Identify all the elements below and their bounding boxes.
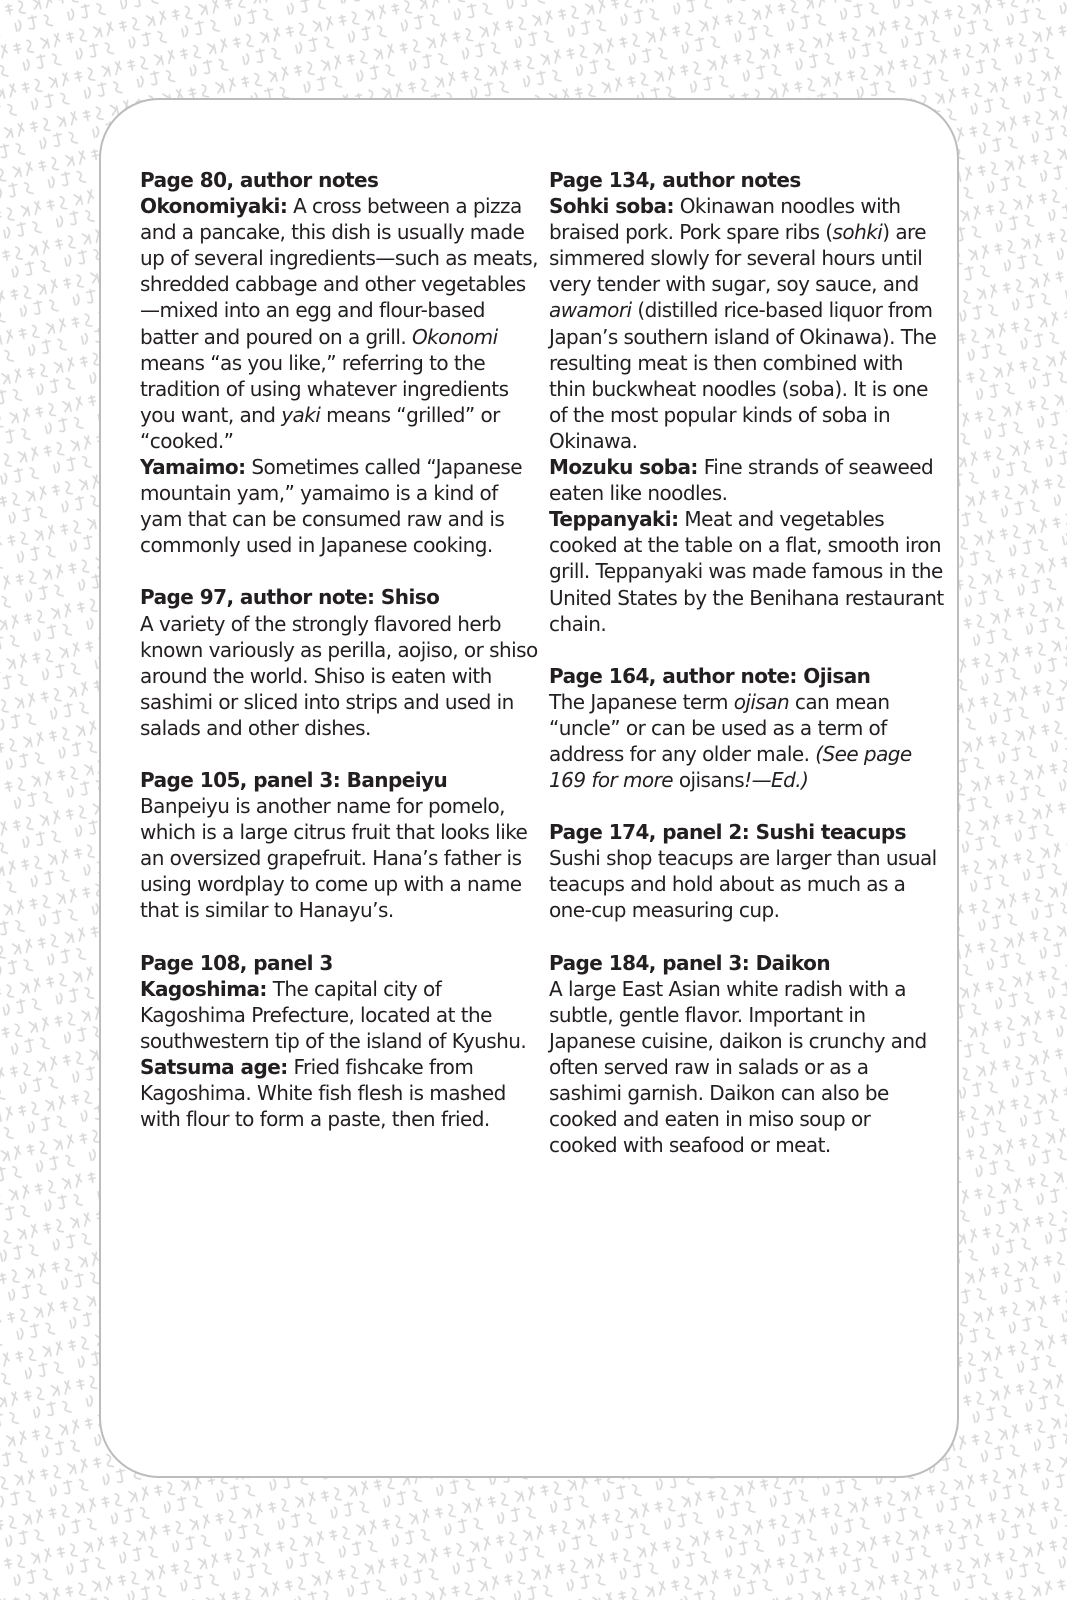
entry-text: (distilled rice-based liquor from Japan’s southern island of Okinawa). The resulting meat is then combined with thin buckwheat noodles (soba). It is one of the most popular kinds of soba in Okinawa.	[549, 298, 937, 453]
entry-mozuku-soba	[549, 454, 944, 506]
entry-text: A cross between a pizza and a pancake, this dish is usually made up of several ingredients—such as meats, shredded cabbage and other vegetables—mixed into an egg and flour-based batter and poured on a grill.	[140, 194, 538, 349]
section-page-164	[549, 663, 944, 793]
entry-text: The capital city of Kagoshima Prefecture, located at the southwestern tip of the island of Kyushu.	[140, 976, 527, 1053]
entry-italic-term: yaki	[281, 402, 321, 427]
entry-italic-term: awamori	[549, 298, 632, 323]
entry-term: Yamaimo:	[140, 455, 246, 480]
entry-term: Okonomiyaki:	[140, 194, 288, 219]
section-body: Banpeiyu is another name for pomelo, which is a large citrus fruit that looks like an oversized grapefruit. Hana’s father is using wordplay to come up with a name that is similar to Hanayu’s.	[140, 794, 528, 923]
section-page-97	[140, 584, 540, 741]
entry-teppanyaki	[549, 506, 944, 636]
entry-text: Fine strands of seaweed eaten like noodles.	[549, 455, 934, 506]
section-heading: Page 97, author note: Shiso	[140, 585, 440, 610]
body-text: ojisans	[678, 768, 745, 793]
section-page-108	[140, 950, 540, 1133]
entry-term: Sohki soba:	[549, 194, 674, 219]
entry-kagoshima	[140, 976, 540, 1054]
body-italic: !—Ed.)	[744, 768, 809, 793]
entry-italic-term: Okonomi	[411, 324, 498, 349]
entry-yamaimo	[140, 454, 540, 558]
entry-text: means “grilled” or “cooked.”	[140, 402, 500, 453]
body-text: The Japanese term	[549, 689, 734, 714]
section-body	[549, 689, 944, 793]
section-heading: Page 80, author notes	[140, 168, 379, 192]
entry-sohki-soba	[549, 193, 944, 454]
entry-italic-term: sohki	[832, 220, 883, 245]
entry-text: ) are simmered slowly for several hours until very tender with sugar, soy sauce, and	[549, 220, 927, 297]
section-heading: Page 164, author note: Ojisan	[549, 663, 871, 688]
entry-term: Mozuku soba:	[549, 455, 698, 480]
section-page-105	[140, 767, 540, 924]
entry-text: Meat and vegetables cooked at the table on a flat, smooth iron grill. Teppanyaki was made famous in the United States by the Benihana restaurant chain.	[549, 507, 944, 636]
section-page-134	[549, 167, 944, 637]
section-heading: Page 174, panel 2: Sushi teacups	[549, 820, 907, 845]
entry-text: Sometimes called “Japanese mountain yam,” yamaimo is a kind of yam that can be consumed raw and is commonly used in Japanese cooking.	[140, 455, 522, 558]
entry-text: Fried fishcake from Kagoshima. White fish flesh is mashed with flour to form a paste, then fried.	[140, 1054, 506, 1132]
section-body: A large East Asian white radish with a subtle, gentle flavor. Important in Japanese cuisine, daikon is crunchy and often served raw in salads or as a sashimi garnish. Daikon can also be cooked and eaten in miso soup or cooked with seafood or meat.	[549, 976, 927, 1158]
section-heading: Page 134, author notes	[549, 168, 801, 192]
entry-text: means “as you like,” referring to the tradition of using whatever ingredients you want, and	[140, 350, 509, 427]
entry-okonomiyaki	[140, 193, 540, 454]
left-column	[140, 167, 540, 1158]
section-page-80	[140, 167, 540, 558]
body-text: can mean “uncle” or can be used as a term of address for any older male.	[549, 689, 890, 766]
entry-term: Kagoshima:	[140, 976, 267, 1001]
right-column	[549, 167, 944, 1184]
section-body: A variety of the strongly flavored herb known variously as perilla, aojiso, or shiso around the world. Shiso is eaten with sashimi or sliced into strips and used in salads and other dishes.	[140, 611, 538, 740]
body-italic: (See page 169 for more	[549, 741, 912, 793]
entry-text: Okinawan noodles with braised pork. Pork spare ribs (	[549, 194, 901, 245]
section-heading: Page 184, panel 3: Daikon	[549, 950, 831, 975]
section-page-174	[549, 819, 944, 923]
section-heading: Page 108, panel 3	[140, 950, 333, 975]
section-body: Sushi shop teacups are larger than usual teacups and hold about as much as a one-cup measuring cup.	[549, 846, 937, 923]
section-heading: Page 105, panel 3: Banpeiyu	[140, 767, 448, 792]
entry-term: Satsuma age:	[140, 1054, 288, 1079]
body-italic: ojisan	[733, 689, 790, 714]
entry-term: Teppanyaki:	[549, 507, 679, 532]
entry-satsuma-age	[140, 1054, 540, 1132]
section-page-184	[549, 950, 944, 1159]
